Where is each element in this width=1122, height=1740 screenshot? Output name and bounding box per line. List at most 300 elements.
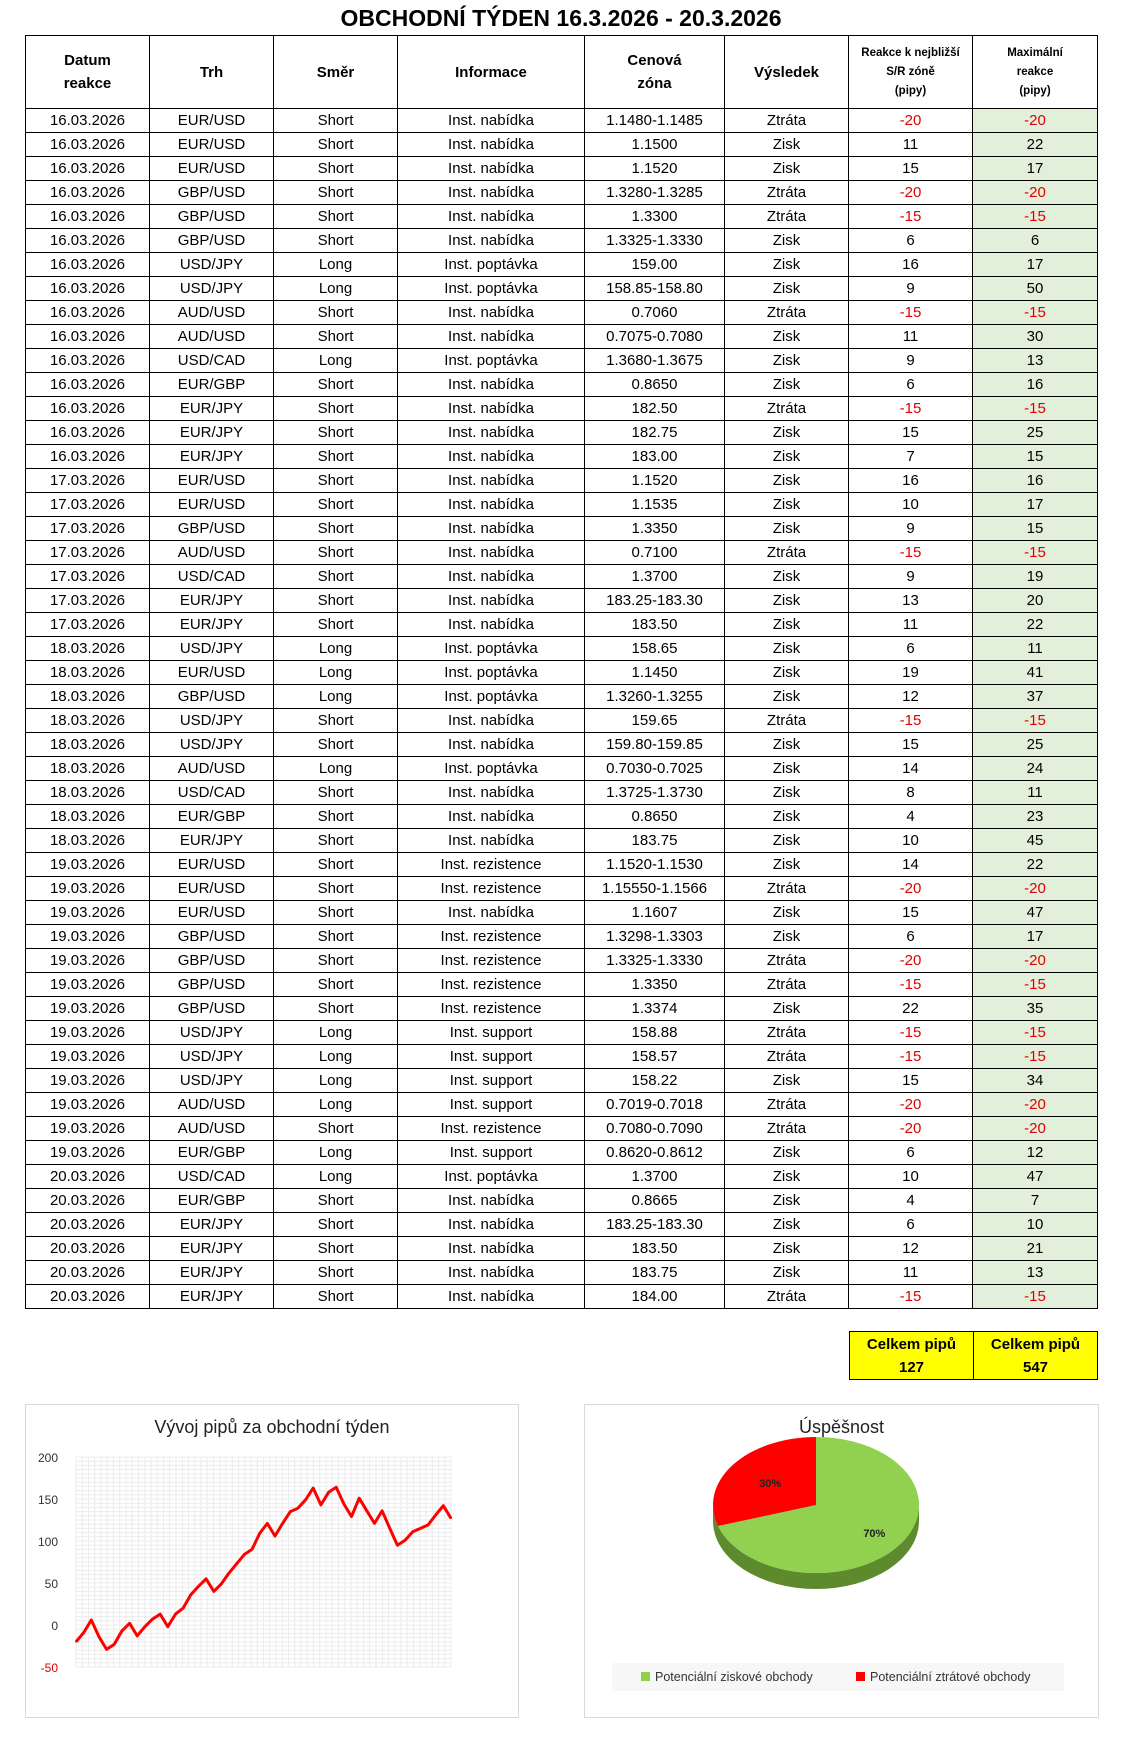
cell-max-reaction: -15 bbox=[973, 709, 1098, 733]
cell-result: Ztráta bbox=[725, 1117, 849, 1141]
table-row bbox=[26, 157, 1098, 181]
table-row bbox=[26, 997, 1098, 1021]
cell-price-zone: 0.7030-0.7025 bbox=[585, 757, 725, 781]
legend-swatch-loss bbox=[856, 1672, 865, 1681]
cell-reaction: 13 bbox=[849, 589, 973, 613]
cell-info: Inst. nabídka bbox=[398, 1261, 585, 1285]
cell-direction: Short bbox=[274, 829, 398, 853]
table-row bbox=[26, 517, 1098, 541]
cell-info: Inst. nabídka bbox=[398, 541, 585, 565]
cell-date: 18.03.2026 bbox=[26, 805, 150, 829]
table-row bbox=[26, 493, 1098, 517]
table-row bbox=[26, 637, 1098, 661]
cell-max-reaction: -15 bbox=[973, 541, 1098, 565]
cell-max-reaction: -20 bbox=[973, 181, 1098, 205]
page-title: OBCHODNÍ TÝDEN 16.3.2026 - 20.3.2026 bbox=[340, 5, 782, 31]
cell-result: Ztráta bbox=[725, 973, 849, 997]
cell-max-reaction: 12 bbox=[973, 1141, 1098, 1165]
cell-max-reaction: -20 bbox=[973, 877, 1098, 901]
header-result: Výsledek bbox=[725, 36, 849, 109]
table-row bbox=[26, 325, 1098, 349]
cell-date: 20.03.2026 bbox=[26, 1189, 150, 1213]
data-point bbox=[236, 1563, 238, 1565]
cell-direction: Short bbox=[274, 1237, 398, 1261]
cell-date: 16.03.2026 bbox=[26, 421, 150, 445]
table-row bbox=[26, 613, 1098, 637]
cell-result: Zisk bbox=[725, 925, 849, 949]
data-point bbox=[113, 1644, 115, 1646]
cell-price-zone: 1.1480-1.1485 bbox=[585, 109, 725, 133]
cell-reaction: -15 bbox=[849, 205, 973, 229]
cell-info: Inst. nabídka bbox=[398, 109, 585, 133]
cell-max-reaction: -20 bbox=[973, 1117, 1098, 1141]
cell-price-zone: 1.3700 bbox=[585, 565, 725, 589]
cell-reaction: 11 bbox=[849, 325, 973, 349]
cell-direction: Short bbox=[274, 877, 398, 901]
cell-date: 18.03.2026 bbox=[26, 637, 150, 661]
table-row bbox=[26, 709, 1098, 733]
cell-market: EUR/JPY bbox=[150, 589, 274, 613]
cell-result: Ztráta bbox=[725, 1285, 849, 1309]
cell-direction: Short bbox=[274, 565, 398, 589]
table-row bbox=[26, 1165, 1098, 1189]
cell-reaction: 9 bbox=[849, 277, 973, 301]
cell-date: 16.03.2026 bbox=[26, 301, 150, 325]
cell-direction: Short bbox=[274, 613, 398, 637]
cell-direction: Long bbox=[274, 1093, 398, 1117]
header-market: Trh bbox=[150, 36, 274, 109]
cell-info: Inst. nabídka bbox=[398, 781, 585, 805]
table-row bbox=[26, 973, 1098, 997]
cell-reaction: -20 bbox=[849, 877, 973, 901]
cell-result: Ztráta bbox=[725, 205, 849, 229]
cell-result: Zisk bbox=[725, 757, 849, 781]
cell-max-reaction: 16 bbox=[973, 469, 1098, 493]
table-row bbox=[26, 877, 1098, 901]
cell-reaction: -15 bbox=[849, 397, 973, 421]
cell-result: Zisk bbox=[725, 1165, 849, 1189]
cell-info: Inst. support bbox=[398, 1045, 585, 1069]
cell-date: 17.03.2026 bbox=[26, 517, 150, 541]
cell-date: 16.03.2026 bbox=[26, 205, 150, 229]
cell-max-reaction: 10 bbox=[973, 1213, 1098, 1237]
data-point bbox=[282, 1523, 284, 1525]
cell-price-zone: 182.75 bbox=[585, 421, 725, 445]
cell-date: 16.03.2026 bbox=[26, 349, 150, 373]
cell-market: GBP/USD bbox=[150, 685, 274, 709]
totals-table bbox=[849, 1331, 1098, 1380]
cell-info: Inst. poptávka bbox=[398, 253, 585, 277]
cell-date: 18.03.2026 bbox=[26, 781, 150, 805]
cell-direction: Short bbox=[274, 781, 398, 805]
cell-reaction: 6 bbox=[849, 229, 973, 253]
cell-market: EUR/USD bbox=[150, 493, 274, 517]
cell-direction: Short bbox=[274, 493, 398, 517]
trades-body bbox=[26, 109, 1098, 1309]
cell-result: Ztráta bbox=[725, 709, 849, 733]
cell-date: 17.03.2026 bbox=[26, 589, 150, 613]
cell-max-reaction: 22 bbox=[973, 853, 1098, 877]
table-row bbox=[26, 1021, 1098, 1045]
cell-result: Ztráta bbox=[725, 1021, 849, 1045]
cell-max-reaction: 11 bbox=[973, 637, 1098, 661]
cell-reaction: 11 bbox=[849, 1261, 973, 1285]
cell-result: Zisk bbox=[725, 1213, 849, 1237]
cell-reaction: 6 bbox=[849, 1213, 973, 1237]
cell-reaction: -15 bbox=[849, 973, 973, 997]
cell-result: Zisk bbox=[725, 1069, 849, 1093]
cell-date: 18.03.2026 bbox=[26, 733, 150, 757]
cell-date: 18.03.2026 bbox=[26, 757, 150, 781]
table-row bbox=[26, 685, 1098, 709]
cell-info: Inst. nabídka bbox=[398, 373, 585, 397]
data-point bbox=[251, 1549, 253, 1551]
y-tick-label: 200 bbox=[37, 1451, 58, 1465]
cell-market: GBP/USD bbox=[150, 949, 274, 973]
cell-reaction: 6 bbox=[849, 373, 973, 397]
cell-info: Inst. poptávka bbox=[398, 661, 585, 685]
cell-date: 17.03.2026 bbox=[26, 541, 150, 565]
cell-price-zone: 1.3700 bbox=[585, 1165, 725, 1189]
cell-date: 20.03.2026 bbox=[26, 1213, 150, 1237]
table-row bbox=[26, 253, 1098, 277]
cell-max-reaction: 17 bbox=[973, 157, 1098, 181]
cell-info: Inst. support bbox=[398, 1141, 585, 1165]
data-point bbox=[91, 1619, 93, 1621]
cell-price-zone: 1.3280-1.3285 bbox=[585, 181, 725, 205]
cell-date: 19.03.2026 bbox=[26, 1045, 150, 1069]
cell-price-zone: 1.1520 bbox=[585, 157, 725, 181]
cell-max-reaction: 17 bbox=[973, 925, 1098, 949]
cell-reaction: 14 bbox=[849, 757, 973, 781]
cell-price-zone: 1.3298-1.3303 bbox=[585, 925, 725, 949]
cell-direction: Short bbox=[274, 589, 398, 613]
cell-reaction: 9 bbox=[849, 565, 973, 589]
cell-price-zone: 183.50 bbox=[585, 613, 725, 637]
legend-label-profit: Potenciální ziskové obchody bbox=[655, 1670, 813, 1684]
cell-price-zone: 182.50 bbox=[585, 397, 725, 421]
cell-price-zone: 1.3374 bbox=[585, 997, 725, 1021]
cell-direction: Short bbox=[274, 133, 398, 157]
cell-date: 20.03.2026 bbox=[26, 1261, 150, 1285]
cell-direction: Short bbox=[274, 397, 398, 421]
cell-info: Inst. nabídka bbox=[398, 901, 585, 925]
table-row bbox=[26, 1117, 1098, 1141]
cell-direction: Short bbox=[274, 301, 398, 325]
cell-price-zone: 0.7080-0.7090 bbox=[585, 1117, 725, 1141]
table-row bbox=[26, 1261, 1098, 1285]
cell-direction: Long bbox=[274, 757, 398, 781]
cell-price-zone: 158.65 bbox=[585, 637, 725, 661]
cell-info: Inst. nabídka bbox=[398, 133, 585, 157]
data-point bbox=[381, 1510, 383, 1512]
cell-market: EUR/GBP bbox=[150, 805, 274, 829]
data-point bbox=[343, 1503, 345, 1505]
cell-direction: Short bbox=[274, 421, 398, 445]
cell-market: USD/CAD bbox=[150, 1165, 274, 1189]
cell-market: AUD/USD bbox=[150, 1093, 274, 1117]
cell-direction: Short bbox=[274, 1117, 398, 1141]
cell-info: Inst. nabídka bbox=[398, 1237, 585, 1261]
table-row bbox=[26, 733, 1098, 757]
cell-price-zone: 183.25-183.30 bbox=[585, 589, 725, 613]
cell-reaction: 9 bbox=[849, 349, 973, 373]
cell-result: Ztráta bbox=[725, 1045, 849, 1069]
cell-date: 19.03.2026 bbox=[26, 997, 150, 1021]
data-point bbox=[182, 1607, 184, 1609]
cell-market: USD/CAD bbox=[150, 349, 274, 373]
data-point bbox=[175, 1613, 177, 1615]
data-point bbox=[404, 1539, 406, 1541]
cell-market: AUD/USD bbox=[150, 325, 274, 349]
cell-market: EUR/USD bbox=[150, 133, 274, 157]
cell-market: EUR/GBP bbox=[150, 1189, 274, 1213]
cell-reaction: -20 bbox=[849, 1093, 973, 1117]
cell-market: USD/JPY bbox=[150, 277, 274, 301]
data-point bbox=[297, 1507, 299, 1509]
cell-info: Inst. nabídka bbox=[398, 733, 585, 757]
cell-result: Ztráta bbox=[725, 1093, 849, 1117]
cell-price-zone: 1.3680-1.3675 bbox=[585, 349, 725, 373]
cell-market: USD/CAD bbox=[150, 565, 274, 589]
cell-result: Zisk bbox=[725, 493, 849, 517]
cell-max-reaction: 41 bbox=[973, 661, 1098, 685]
cell-info: Inst. nabídka bbox=[398, 493, 585, 517]
cell-market: EUR/GBP bbox=[150, 1141, 274, 1165]
table-row bbox=[26, 661, 1098, 685]
cell-max-reaction: 34 bbox=[973, 1069, 1098, 1093]
y-tick-label: -50 bbox=[40, 1661, 58, 1675]
cell-direction: Short bbox=[274, 1261, 398, 1285]
data-point bbox=[366, 1510, 368, 1512]
cell-info: Inst. nabídka bbox=[398, 1285, 585, 1309]
cell-direction: Short bbox=[274, 1213, 398, 1237]
cell-result: Ztráta bbox=[725, 397, 849, 421]
cell-price-zone: 1.1520 bbox=[585, 469, 725, 493]
cell-result: Zisk bbox=[725, 1141, 849, 1165]
cell-price-zone: 183.00 bbox=[585, 445, 725, 469]
cell-date: 16.03.2026 bbox=[26, 229, 150, 253]
cell-direction: Long bbox=[274, 637, 398, 661]
cell-direction: Short bbox=[274, 1189, 398, 1213]
cell-direction: Short bbox=[274, 805, 398, 829]
cell-reaction: 7 bbox=[849, 445, 973, 469]
cell-info: Inst. rezistence bbox=[398, 973, 585, 997]
table-row bbox=[26, 565, 1098, 589]
cell-reaction: 16 bbox=[849, 469, 973, 493]
cell-info: Inst. nabídka bbox=[398, 517, 585, 541]
cell-price-zone: 183.50 bbox=[585, 1237, 725, 1261]
cell-result: Zisk bbox=[725, 1237, 849, 1261]
table-row bbox=[26, 589, 1098, 613]
table-row bbox=[26, 1045, 1098, 1069]
cell-market: EUR/JPY bbox=[150, 421, 274, 445]
cell-result: Zisk bbox=[725, 277, 849, 301]
cell-info: Inst. poptávka bbox=[398, 1165, 585, 1189]
table-row bbox=[26, 781, 1098, 805]
data-point bbox=[198, 1586, 200, 1588]
cell-reaction: 4 bbox=[849, 1189, 973, 1213]
cell-max-reaction: 17 bbox=[973, 493, 1098, 517]
cell-reaction: 9 bbox=[849, 517, 973, 541]
cell-date: 18.03.2026 bbox=[26, 661, 150, 685]
cell-market: AUD/USD bbox=[150, 541, 274, 565]
cell-reaction: 11 bbox=[849, 133, 973, 157]
table-row bbox=[26, 925, 1098, 949]
cell-market: USD/JPY bbox=[150, 709, 274, 733]
cell-date: 18.03.2026 bbox=[26, 829, 150, 853]
y-tick-label: 150 bbox=[37, 1493, 58, 1507]
header-date: Datum reakce bbox=[26, 36, 150, 109]
data-point bbox=[397, 1544, 399, 1546]
cell-result: Zisk bbox=[725, 829, 849, 853]
table-row bbox=[26, 421, 1098, 445]
cell-price-zone: 0.7019-0.7018 bbox=[585, 1093, 725, 1117]
cell-market: EUR/JPY bbox=[150, 613, 274, 637]
data-point bbox=[328, 1491, 330, 1493]
cell-price-zone: 1.15550-1.1566 bbox=[585, 877, 725, 901]
cell-date: 19.03.2026 bbox=[26, 877, 150, 901]
cell-max-reaction: 11 bbox=[973, 781, 1098, 805]
cell-result: Zisk bbox=[725, 517, 849, 541]
data-point bbox=[144, 1626, 146, 1628]
cell-reaction: 6 bbox=[849, 637, 973, 661]
cell-max-reaction: -15 bbox=[973, 397, 1098, 421]
cell-result: Zisk bbox=[725, 469, 849, 493]
data-point bbox=[106, 1649, 108, 1651]
cell-market: EUR/JPY bbox=[150, 397, 274, 421]
cell-max-reaction: -20 bbox=[973, 1093, 1098, 1117]
cell-date: 16.03.2026 bbox=[26, 325, 150, 349]
cell-market: GBP/USD bbox=[150, 973, 274, 997]
cell-max-reaction: 25 bbox=[973, 421, 1098, 445]
cell-direction: Short bbox=[274, 109, 398, 133]
cell-direction: Long bbox=[274, 1165, 398, 1189]
cell-reaction: 15 bbox=[849, 157, 973, 181]
cell-date: 16.03.2026 bbox=[26, 253, 150, 277]
cell-market: EUR/USD bbox=[150, 109, 274, 133]
cell-reaction: 10 bbox=[849, 493, 973, 517]
data-point bbox=[152, 1618, 154, 1620]
cell-direction: Short bbox=[274, 541, 398, 565]
table-row bbox=[26, 1285, 1098, 1309]
cell-date: 18.03.2026 bbox=[26, 709, 150, 733]
cell-info: Inst. nabídka bbox=[398, 1189, 585, 1213]
cell-reaction: 11 bbox=[849, 613, 973, 637]
pie-chart-title: Úspěšnost bbox=[798, 1417, 885, 1437]
data-point bbox=[244, 1554, 246, 1556]
data-point bbox=[374, 1523, 376, 1525]
cell-date: 19.03.2026 bbox=[26, 973, 150, 997]
cell-result: Zisk bbox=[725, 589, 849, 613]
table-row bbox=[26, 445, 1098, 469]
cell-result: Zisk bbox=[725, 565, 849, 589]
table-row bbox=[26, 133, 1098, 157]
cell-info: Inst. nabídka bbox=[398, 421, 585, 445]
cell-direction: Long bbox=[274, 661, 398, 685]
cell-reaction: 10 bbox=[849, 1165, 973, 1189]
cell-date: 19.03.2026 bbox=[26, 853, 150, 877]
cell-reaction: -20 bbox=[849, 1117, 973, 1141]
cell-result: Ztráta bbox=[725, 949, 849, 973]
cell-info: Inst. poptávka bbox=[398, 637, 585, 661]
line-chart-grid bbox=[76, 1457, 451, 1667]
cell-market: EUR/USD bbox=[150, 901, 274, 925]
cell-info: Inst. rezistence bbox=[398, 925, 585, 949]
data-point bbox=[358, 1497, 360, 1499]
data-point bbox=[259, 1533, 261, 1535]
cell-price-zone: 0.7100 bbox=[585, 541, 725, 565]
data-point bbox=[228, 1572, 230, 1574]
cell-price-zone: 1.3325-1.3330 bbox=[585, 229, 725, 253]
cell-price-zone: 1.3260-1.3255 bbox=[585, 685, 725, 709]
cell-info: Inst. poptávka bbox=[398, 757, 585, 781]
cell-direction: Short bbox=[274, 949, 398, 973]
cell-info: Inst. nabídka bbox=[398, 325, 585, 349]
cell-reaction: -15 bbox=[849, 301, 973, 325]
line-chart-panel bbox=[25, 1404, 519, 1718]
cell-max-reaction: -20 bbox=[973, 109, 1098, 133]
cell-max-reaction: 15 bbox=[973, 517, 1098, 541]
data-point bbox=[289, 1511, 291, 1513]
cell-max-reaction: -20 bbox=[973, 949, 1098, 973]
table-row bbox=[26, 109, 1098, 133]
data-point bbox=[83, 1632, 85, 1634]
cell-max-reaction: 24 bbox=[973, 757, 1098, 781]
data-point bbox=[75, 1641, 77, 1643]
data-point bbox=[274, 1535, 276, 1537]
data-point bbox=[412, 1531, 414, 1533]
cell-max-reaction: 16 bbox=[973, 373, 1098, 397]
cell-reaction: -20 bbox=[849, 109, 973, 133]
cell-date: 19.03.2026 bbox=[26, 1117, 150, 1141]
table-row bbox=[26, 1237, 1098, 1261]
cell-max-reaction: -15 bbox=[973, 301, 1098, 325]
legend-label-loss: Potenciální ztrátové obchody bbox=[870, 1670, 1031, 1684]
cell-reaction: -20 bbox=[849, 949, 973, 973]
cell-info: Inst. nabídka bbox=[398, 1213, 585, 1237]
cell-market: USD/JPY bbox=[150, 733, 274, 757]
cell-date: 19.03.2026 bbox=[26, 1021, 150, 1045]
cell-max-reaction: 17 bbox=[973, 253, 1098, 277]
cell-result: Zisk bbox=[725, 1261, 849, 1285]
data-point bbox=[450, 1518, 452, 1520]
cell-price-zone: 184.00 bbox=[585, 1285, 725, 1309]
table-row bbox=[26, 397, 1098, 421]
cell-info: Inst. nabídka bbox=[398, 469, 585, 493]
table-row bbox=[26, 469, 1098, 493]
table-row bbox=[26, 181, 1098, 205]
table-row bbox=[26, 853, 1098, 877]
cell-market: EUR/USD bbox=[150, 157, 274, 181]
cell-reaction: 6 bbox=[849, 1141, 973, 1165]
table-row bbox=[26, 757, 1098, 781]
cell-market: USD/JPY bbox=[150, 1021, 274, 1045]
cell-result: Zisk bbox=[725, 853, 849, 877]
cell-max-reaction: 13 bbox=[973, 349, 1098, 373]
data-point bbox=[213, 1591, 215, 1593]
cell-direction: Short bbox=[274, 733, 398, 757]
trades-table bbox=[25, 35, 1098, 1309]
table-row bbox=[26, 829, 1098, 853]
cell-info: Inst. nabídka bbox=[398, 829, 585, 853]
cell-date: 17.03.2026 bbox=[26, 493, 150, 517]
cell-date: 18.03.2026 bbox=[26, 685, 150, 709]
pie-legend bbox=[612, 1663, 1064, 1691]
data-point bbox=[136, 1635, 138, 1637]
cell-reaction: 6 bbox=[849, 925, 973, 949]
cell-result: Zisk bbox=[725, 781, 849, 805]
